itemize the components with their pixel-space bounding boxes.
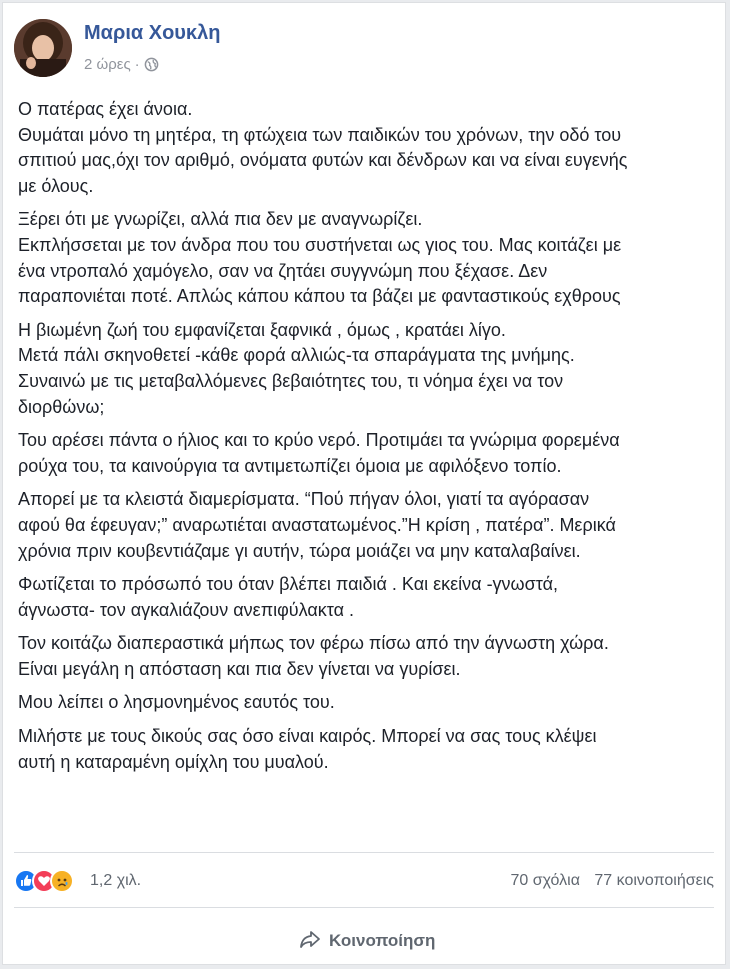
post-text-line: Η βιωμένη ζωή του εμφανίζεται ξαφνικά , όμως , κρατάει λίγο. (18, 319, 506, 340)
share-button[interactable] (299, 927, 435, 955)
post-text-line: Μου λείπει ο λησμονημένος εαυτός του. (18, 692, 335, 713)
post-text-line: Μιλήστε με τους δικούς σας όσο είναι καιρός. Μπορεί να σας τους κλέψει (18, 726, 597, 747)
post-text-line: Συναινώ με τις μεταβαλλόμενες βεβαιότητες του, τι νόημα έχει να τον (18, 370, 564, 391)
meta-separator: · (134, 56, 140, 73)
post-text (18, 97, 718, 783)
post-text-line: Τον κοιτάζω διαπεραστικά μήπως τον φέρω πίσω από την άγνωστη χώρα. (18, 633, 609, 654)
shares-count[interactable]: 77 κοινοποιήσεις (594, 872, 714, 889)
post-text-line: Θυμάται μόνο τη μητέρα, τη φτώχεια των παιδικών του χρόνων, την οδό του (18, 124, 622, 145)
globe-icon (144, 57, 159, 72)
post-stats (510, 872, 714, 890)
divider (14, 907, 714, 908)
share-icon (299, 929, 329, 954)
post-text-line: Του αρέσει πάντα ο ήλιος και το κρύο νερό. Προτιμάει τα γνώριμα φορεμένα (18, 430, 620, 451)
post-text-line: ένα ντροπαλό χαμόγελο, σαν να ζητάει συγγνώμη που ξέχασε. Δεν (18, 260, 548, 281)
post-text-line: διορθώνω; (18, 396, 105, 417)
post-paragraph (18, 572, 718, 623)
comments-count[interactable]: 70 σχόλια (510, 872, 580, 889)
divider (14, 852, 714, 853)
author-name[interactable]: Μαρια Χουκλη (84, 22, 221, 44)
post-text-line: χρόνια πριν κουβεντιάζαμε γι αυτήν, τώρα μοιάζει να μην καταλαβαίνει. (18, 540, 581, 561)
post-text-line: Ξέρει ότι με γνωρίζει, αλλά πια δεν με αναγνωρίζει. (18, 209, 423, 230)
post-text-line: άγνωστα- τον αγκαλιάζουν ανεπιφύλακτα . (18, 599, 355, 620)
sad-reaction-icon (50, 869, 74, 893)
post-text-line: Ο πατέρας έχει άνοια. (18, 99, 193, 119)
post-card (2, 2, 726, 965)
post-paragraph (18, 207, 718, 309)
share-label: Κοινοποίηση (329, 931, 436, 950)
post-text-line: αφού θα έφευγαν;” αναρωτιέται αναστατωμένος.”Η κρίση , πατέρα”. Μερικά (18, 514, 616, 535)
post-text-line: Απορεί με τα κλειστά διαμερίσματα. “Πού πήγαν όλοι, γιατί τα αγόρασαν (18, 489, 590, 510)
post-text-line: Είναι μεγάλη η απόσταση και πια δεν γίνεται να γυρίσει. (18, 658, 461, 679)
post-meta (84, 56, 159, 73)
post-text-line: ρούχα του, τα καινούργια τα αντιμετωπίζει όμοια με αφιλόξενο τοπίο. (18, 455, 562, 476)
post-text-line: αυτή η καταραμένη ομίχλη του μυαλού. (18, 751, 329, 772)
post-text-line: σπιτιού μας,όχι τον αριθμό, ονόματα φυτών και δένδρων και να είναι ευγενής (18, 150, 628, 171)
post-paragraph (18, 487, 718, 564)
reaction-icons[interactable] (14, 869, 84, 893)
post-text-line: παραπονιέται ποτέ. Απλώς κάπου κάπου τα βάζει με φανταστικούς εχθρους (18, 286, 621, 307)
reaction-count[interactable]: 1,2 χιλ. (90, 872, 142, 889)
post-text-line: Μετά πάλι σκηνοθετεί -κάθε φορά αλλιώς-τα σπαράγματα της μνήμης. (18, 345, 575, 366)
post-paragraph (18, 318, 718, 420)
post-text-line: Φωτίζεται το πρόσωπό του όταν βλέπει παιδιά . Και εκείνα -γνωστά, (18, 574, 558, 595)
avatar[interactable] (14, 19, 72, 77)
post-paragraph (18, 428, 718, 479)
reactions-bar (14, 869, 714, 895)
post-paragraph (18, 631, 718, 682)
post-paragraph (18, 690, 718, 716)
post-text-line: με όλους. (18, 175, 94, 196)
post-paragraph (18, 724, 718, 775)
post-paragraph (18, 97, 718, 199)
post-timestamp[interactable]: 2 ώρες (84, 56, 131, 73)
post-text-line: Εκπλήσσεται με τον άνδρα που του συστήνεται ως γιος του. Μας κοιτάζει με (18, 234, 622, 255)
